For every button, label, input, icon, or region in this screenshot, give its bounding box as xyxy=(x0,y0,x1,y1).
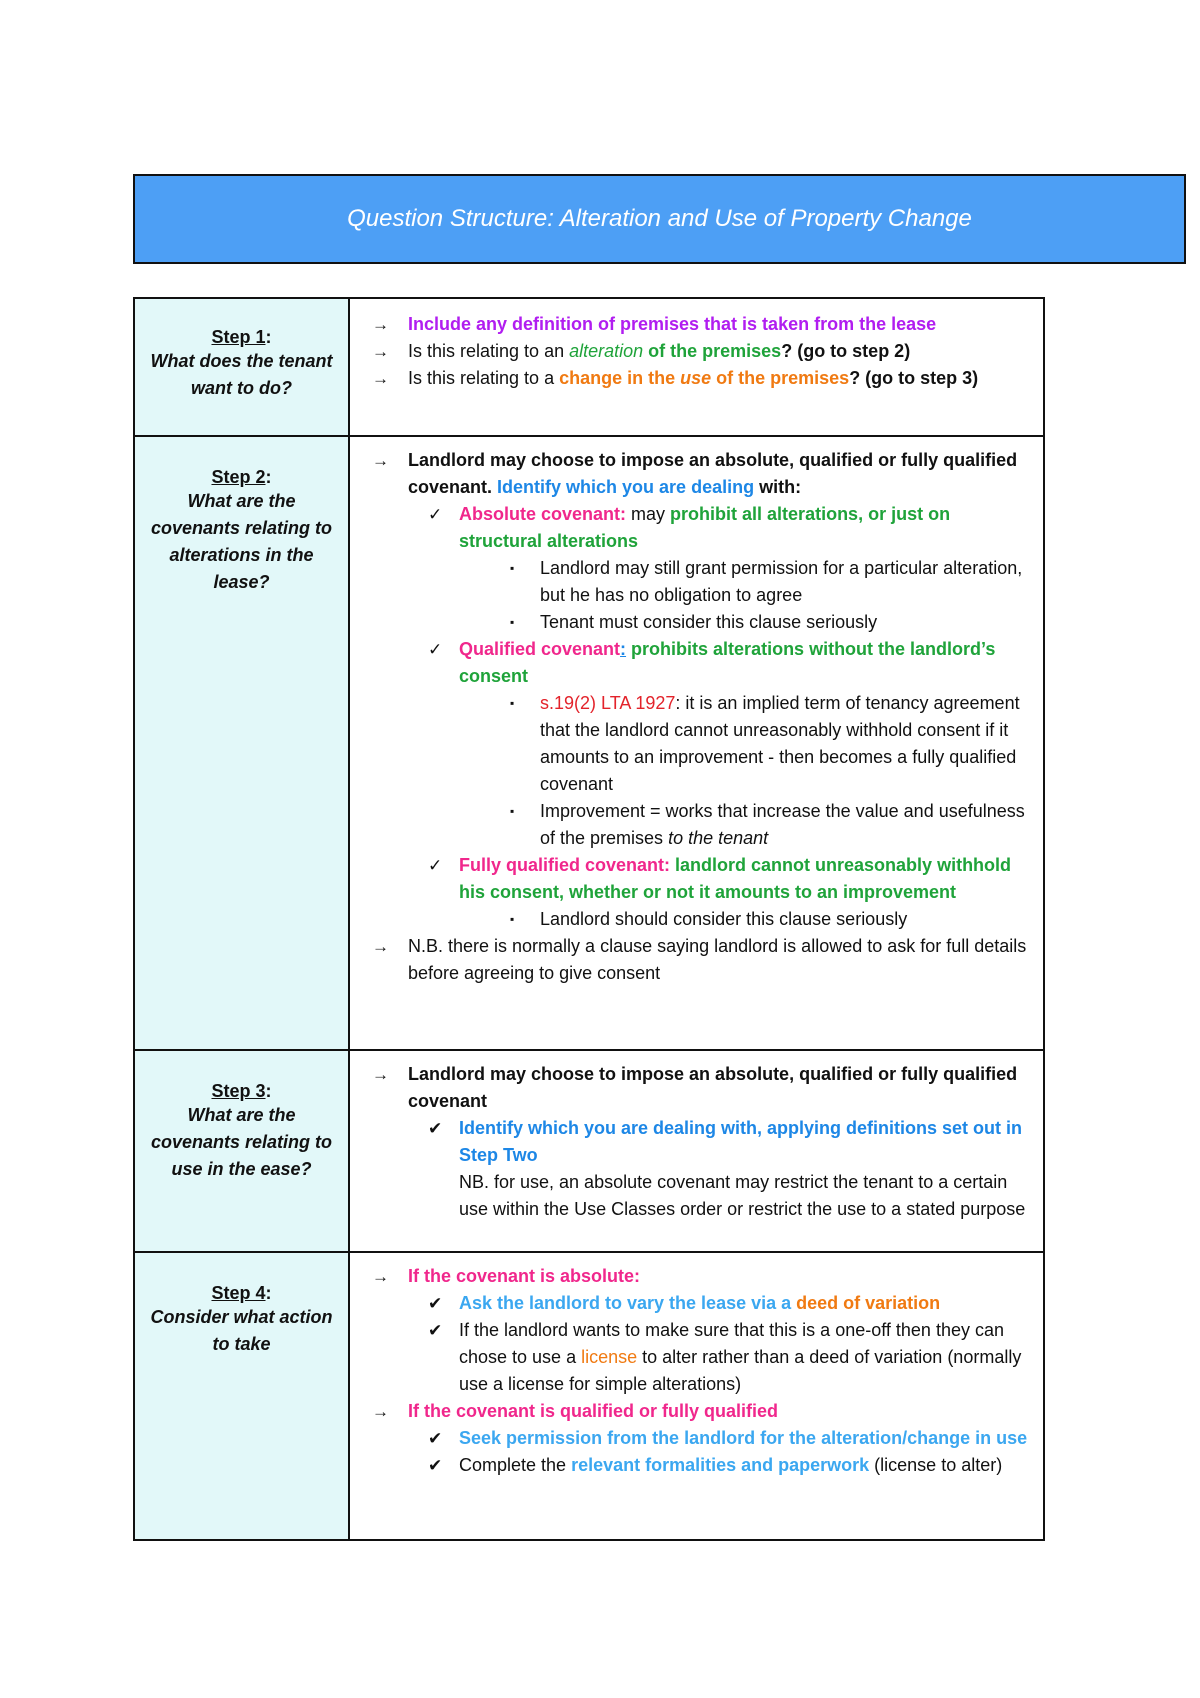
step-1-label-cell: Step 1: What does the tenant want to do? xyxy=(134,298,349,436)
step-2-content xyxy=(349,436,1044,1050)
heavy-check-icon: ✔ xyxy=(428,1456,443,1475)
heavy-check-icon: ✔ xyxy=(428,1119,443,1138)
arrow-icon: → xyxy=(372,315,389,334)
list-item: → Is this relating to a change in the use of the premises? (go to step 3) xyxy=(358,365,1035,392)
list-item: ✔ Complete the relevant formalities and paperwork (license to alter) xyxy=(358,1452,1035,1479)
step-2-question: What are the covenants relating to alterations in the lease? xyxy=(150,491,333,592)
check-icon: ✓ xyxy=(428,856,443,875)
heavy-check-icon: ✔ xyxy=(428,1294,443,1313)
steps-table xyxy=(133,297,1045,1541)
list-item: → If the covenant is absolute: xyxy=(358,1263,1035,1290)
arrow-icon: → xyxy=(372,1267,389,1286)
bullet-icon: ▪ xyxy=(510,804,515,818)
step-1-label: Step 1 xyxy=(211,327,266,347)
check-icon: ✓ xyxy=(428,505,443,524)
step-3-row xyxy=(134,1050,1044,1252)
list-item: ▪ Tenant must consider this clause seriously xyxy=(358,609,1035,636)
page-title: Question Structure: Alteration and Use of Property Change xyxy=(347,205,972,232)
list-item: → N.B. there is normally a clause saying landlord is allowed to ask for full details before agreeing to give consent xyxy=(358,933,1035,987)
arrow-icon: → xyxy=(372,342,389,361)
list-item: ✔ If the landlord wants to make sure that this is a one-off then they can chose to use a license to alter rather than a deed of variation (normally use a license for simple alterations) xyxy=(358,1317,1035,1398)
heavy-check-icon: ✔ xyxy=(428,1321,443,1340)
list-item: ✓ Qualified covenant: prohibits alterations without the landlord’s consent xyxy=(358,636,1035,690)
step-1-content xyxy=(349,298,1044,436)
step-3-label-cell: Step 3: What are the covenants relating to use in the ease? xyxy=(134,1050,349,1252)
list-item: → Landlord may choose to impose an absolute, qualified or fully qualified covenant xyxy=(358,1061,1035,1115)
step-4-label: Step 4 xyxy=(211,1283,266,1303)
bullet-icon: ▪ xyxy=(510,615,515,629)
step-3-label: Step 3 xyxy=(211,1081,266,1101)
heavy-check-icon: ✔ xyxy=(428,1429,443,1448)
title-banner xyxy=(133,174,1186,264)
list-item: ✔ Seek permission from the landlord for the alteration/change in use xyxy=(358,1425,1035,1452)
step-1-question: What does the tenant want to do? xyxy=(150,351,333,398)
step-4-row xyxy=(134,1252,1044,1540)
bullet-icon: ▪ xyxy=(510,561,515,575)
arrow-icon: → xyxy=(372,937,389,956)
list-item: ▪ Landlord should consider this clause seriously xyxy=(358,906,1035,933)
list-item: NB. for use, an absolute covenant may restrict the tenant to a certain use within the Use Classes order or restrict the use to a stated purpose xyxy=(459,1172,1026,1219)
arrow-icon: → xyxy=(372,369,389,388)
step-3-question: What are the covenants relating to use in the ease? xyxy=(150,1105,333,1179)
step-2-row xyxy=(134,436,1044,1050)
list-item: ▪ s.19(2) LTA 1927: it is an implied term of tenancy agreement that the landlord cannot unreasonably withhold consent if it amounts to an improvement - then becomes a fully qualified covenant xyxy=(358,690,1035,798)
list-item: ▪ Improvement = works that increase the value and usefulness of the premises to the tenant xyxy=(358,798,1035,852)
list-item: → Is this relating to an alteration of the premises? (go to step 2) xyxy=(358,338,1035,365)
bullet-icon: ▪ xyxy=(510,696,515,710)
step-4-content xyxy=(349,1252,1044,1540)
list-item: → If the covenant is qualified or fully qualified xyxy=(358,1398,1035,1425)
check-icon: ✓ xyxy=(428,640,443,659)
step-2-label: Step 2 xyxy=(211,467,266,487)
step-4-question: Consider what action to take xyxy=(150,1307,333,1354)
list-item: → Include any definition of premises that is taken from the lease xyxy=(358,311,1035,338)
list-item: ✓ Absolute covenant: may prohibit all alterations, or just on structural alterations xyxy=(358,501,1035,555)
list-item: ✔ Identify which you are dealing with, applying definitions set out in Step Two xyxy=(358,1115,1035,1169)
bullet-icon: ▪ xyxy=(510,912,515,926)
arrow-icon: → xyxy=(372,1065,389,1084)
list-item: → Landlord may choose to impose an absolute, qualified or fully qualified covenant. Identify which you are dealing with: xyxy=(358,447,1035,501)
list-item: ▪ Landlord may still grant permission for a particular alteration, but he has no obligation to agree xyxy=(358,555,1035,609)
arrow-icon: → xyxy=(372,1402,389,1421)
step-2-label-cell: Step 2: What are the covenants relating to alterations in the lease? xyxy=(134,436,349,1050)
arrow-icon: → xyxy=(372,451,389,470)
step-4-label-cell: Step 4: Consider what action to take xyxy=(134,1252,349,1540)
list-item: ✓ Fully qualified covenant: landlord cannot unreasonably withhold his consent, whether or not it amounts to an improvement xyxy=(358,852,1035,906)
step-1-row xyxy=(134,298,1044,436)
step-3-content xyxy=(349,1050,1044,1252)
list-item: ✔ Ask the landlord to vary the lease via a deed of variation xyxy=(358,1290,1035,1317)
